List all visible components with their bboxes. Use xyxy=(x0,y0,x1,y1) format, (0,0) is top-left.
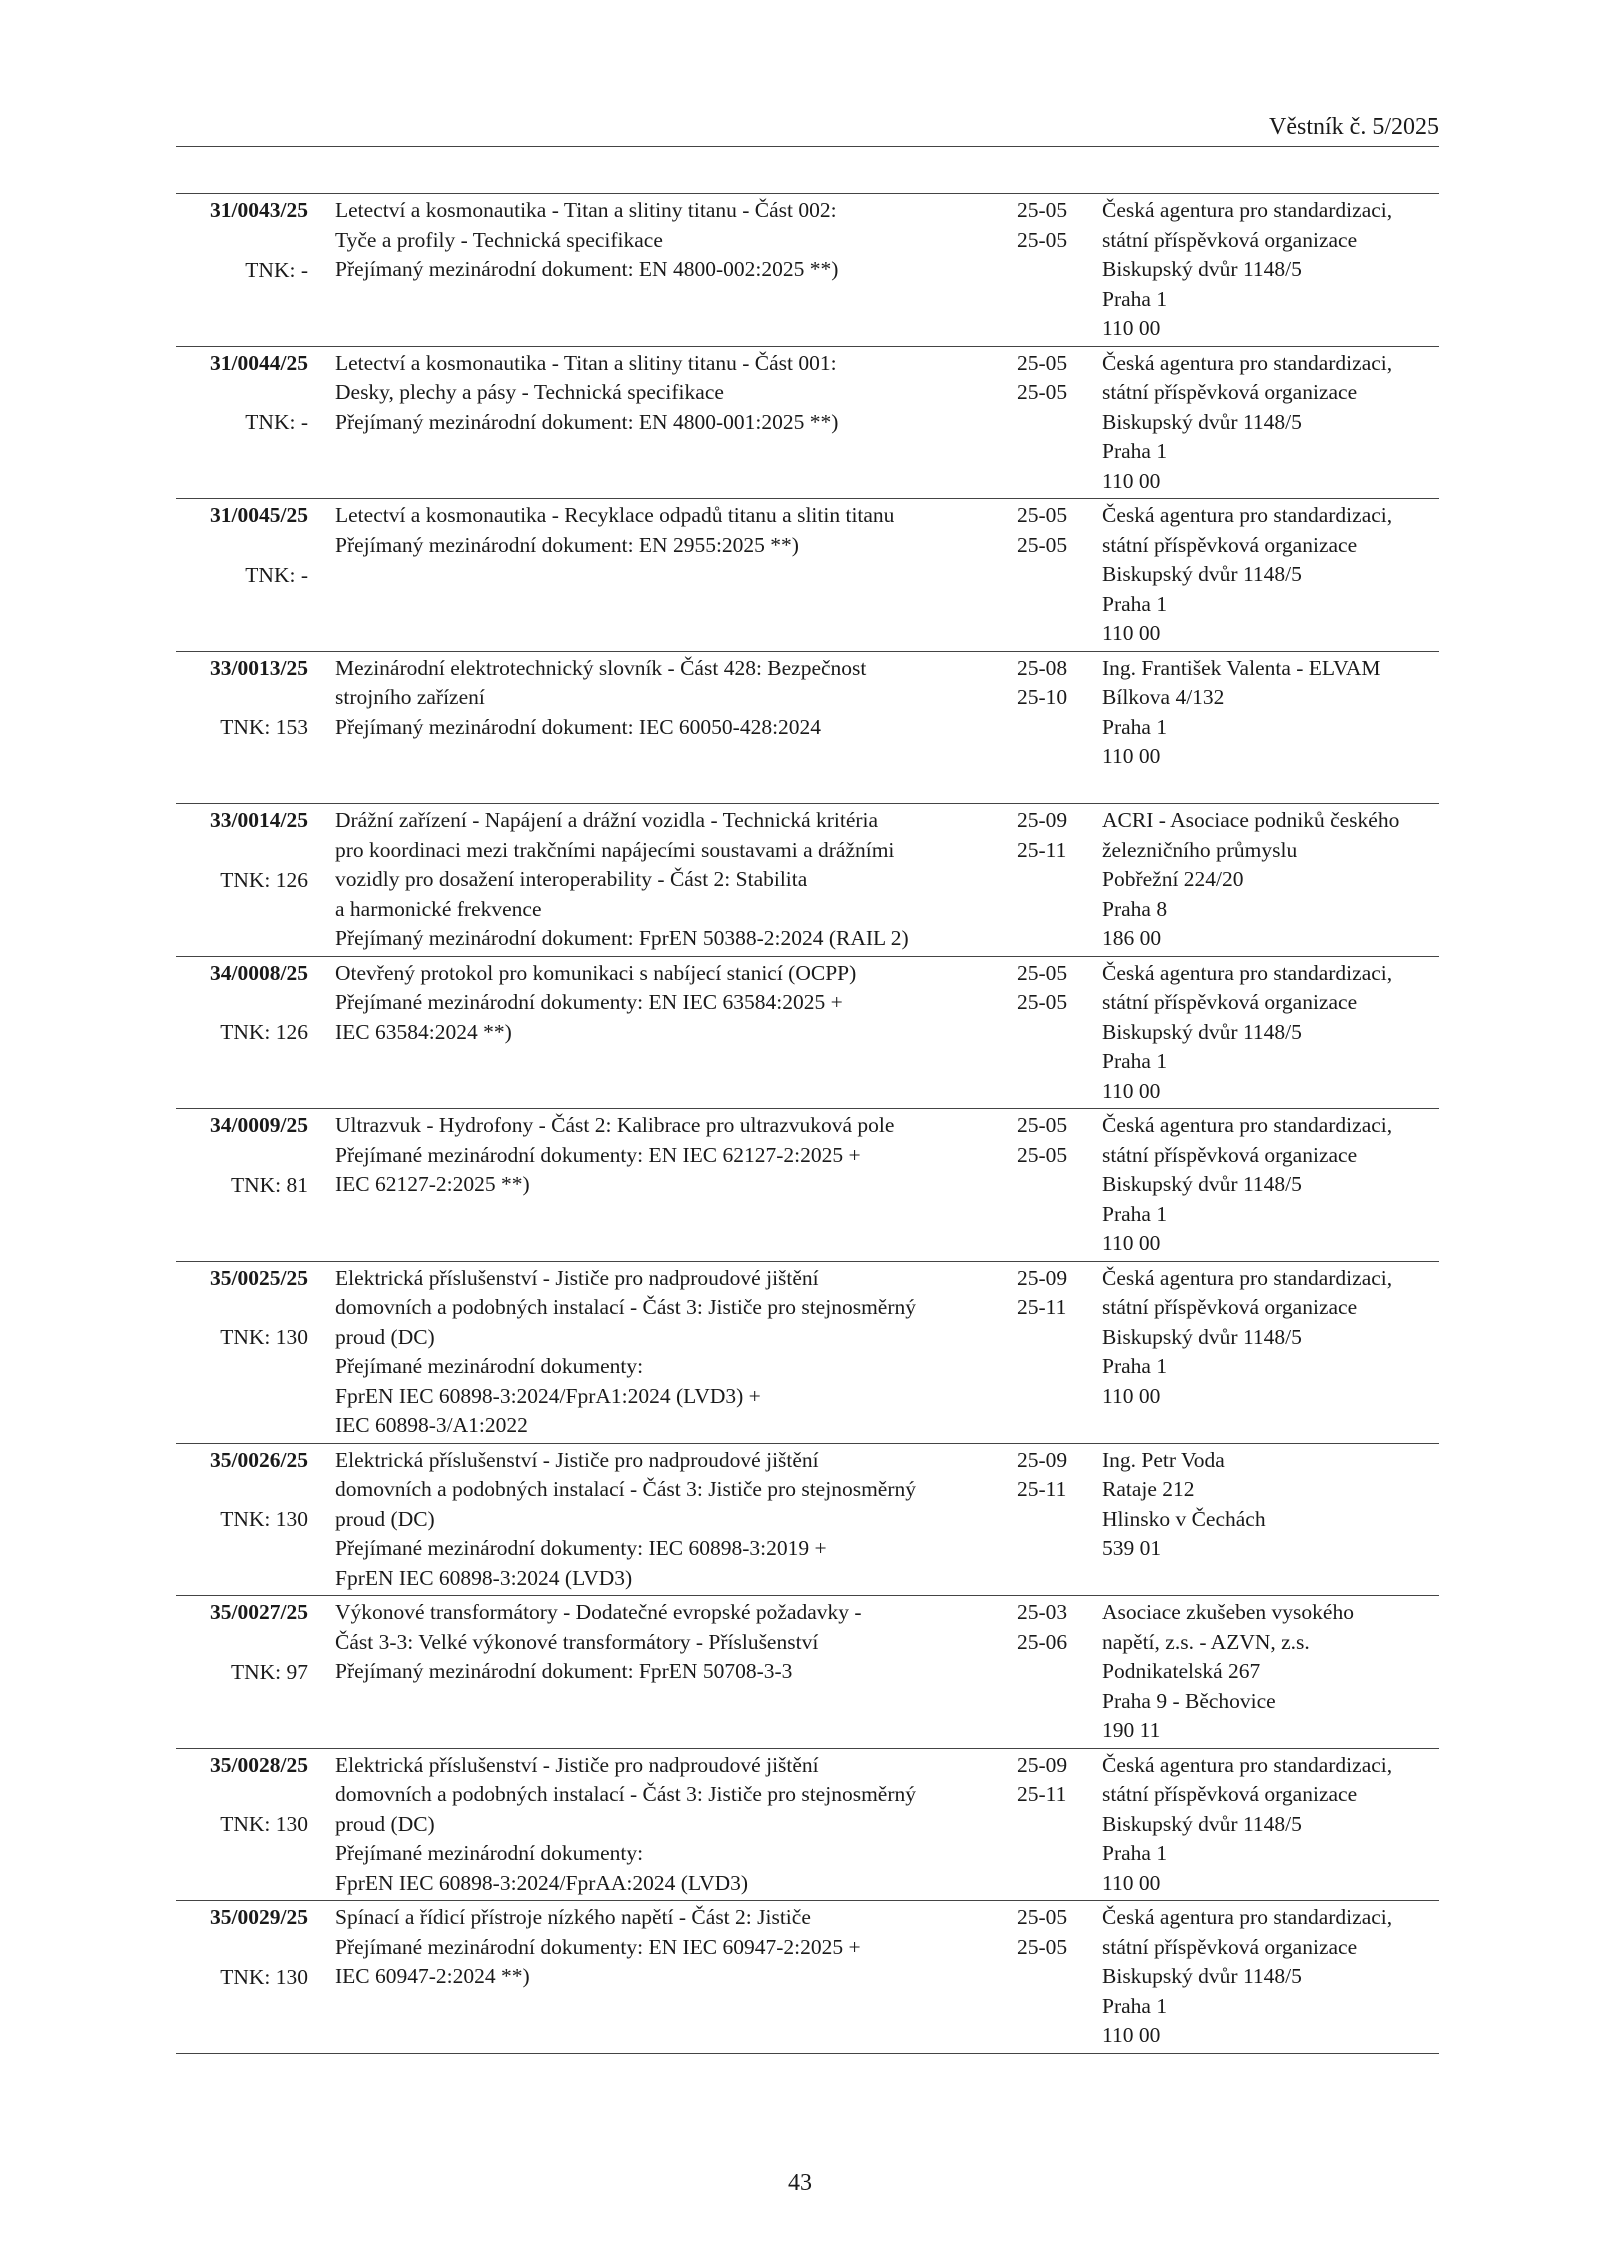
title-line: strojního zařízení xyxy=(335,685,485,709)
date-value: 25-08 xyxy=(1017,655,1068,680)
title-line: Přejímané mezinárodní dokumenty: IEC 60898-3:2019 + xyxy=(335,1536,827,1560)
date-value: 25-11 xyxy=(1017,1295,1067,1319)
standard-number: 35/0028/25 xyxy=(210,1752,308,1777)
standard-number: 34/0008/25 xyxy=(210,960,308,985)
tnk-label: TNK: 130 xyxy=(220,1507,308,1531)
title-line: IEC 63584:2024 **) xyxy=(335,1019,512,1044)
date-value: 25-05 xyxy=(1017,1934,1068,1959)
title-line: Spínací a řídicí přístroje nízkého napětí - Část 2: Jističe xyxy=(335,1905,811,1929)
title-line: IEC 60947-2:2024 **) xyxy=(335,1964,530,1988)
dates-column xyxy=(1017,1264,1077,1323)
standard-title xyxy=(335,196,1025,285)
table-row xyxy=(176,652,1439,805)
title-line: IEC 62127-2:2025 **) xyxy=(335,1172,530,1196)
table-row xyxy=(176,194,1439,347)
table-row xyxy=(176,1262,1439,1444)
tnk-label: TNK: - xyxy=(245,562,308,587)
address-line: Biskupský dvůr 1148/5 xyxy=(1102,257,1302,281)
standard-number: 35/0026/25 xyxy=(210,1447,308,1472)
address-line: Česká agentura pro standardizaci, xyxy=(1102,1113,1393,1137)
title-line: Otevřený protokol pro komunikaci s nabíjecí stanicí (OCPP) xyxy=(335,960,857,985)
title-line: Přejímaný mezinárodní dokument: EN 2955:2025 **) xyxy=(335,532,799,557)
title-line: Přejímané mezinárodní dokumenty: xyxy=(335,1354,644,1378)
date-value: 25-05 xyxy=(1017,350,1068,375)
standard-title xyxy=(335,806,1025,954)
title-line: Přejímané mezinárodní dokumenty: EN IEC 63584:2025 + xyxy=(335,990,843,1014)
title-line: Elektrická příslušenství - Jističe pro nadproudové jištění xyxy=(335,1265,819,1290)
tnk-label: TNK: 153 xyxy=(220,715,308,739)
tnk-label: TNK: 97 xyxy=(230,1659,308,1684)
address-line: státní příspěvková organizace xyxy=(1102,380,1358,404)
title-line: Přejímaný mezinárodní dokument: FprEN 50388-2:2024 (RAIL 2) xyxy=(335,926,909,950)
date-value: 25-05 xyxy=(1017,503,1068,527)
date-value: 25-09 xyxy=(1017,1447,1068,1472)
dates-column xyxy=(1017,501,1077,560)
address-line: Praha 8 xyxy=(1102,896,1168,921)
standard-title xyxy=(335,1446,1025,1594)
title-line: Elektrická příslušenství - Jističe pro nadproudové jištění xyxy=(335,1752,819,1777)
title-line: domovních a podobných instalací - Část 3: Jističe pro stejnosměrný xyxy=(335,1295,916,1319)
address-line: Hlinsko v Čechách xyxy=(1102,1506,1266,1531)
title-line: Přejímané mezinárodní dokumenty: EN IEC 62127-2:2025 + xyxy=(335,1142,861,1167)
address-line: Podnikatelská 267 xyxy=(1102,1659,1261,1683)
address-line: Česká agentura pro standardizaci, xyxy=(1102,1752,1393,1777)
address-line: ACRI - Asociace podniků českého xyxy=(1102,808,1400,832)
address-line: 110 00 xyxy=(1102,2023,1161,2047)
address-line: Česká agentura pro standardizaci, xyxy=(1102,198,1393,222)
standard-number: 35/0029/25 xyxy=(210,1905,308,1929)
table-row xyxy=(176,347,1439,500)
organization-address xyxy=(1102,1111,1442,1259)
organization-address xyxy=(1102,501,1442,649)
address-line: státní příspěvková organizace xyxy=(1102,1934,1358,1959)
dates-column xyxy=(1017,196,1077,255)
date-value: 25-06 xyxy=(1017,1629,1068,1654)
title-line: Přejímaný mezinárodní dokument: EN 4800-002:2025 **) xyxy=(335,257,839,281)
standard-title xyxy=(335,1264,1025,1441)
title-line: proud (DC) xyxy=(335,1811,435,1836)
dates-column xyxy=(1017,1751,1077,1810)
standard-title xyxy=(335,349,1025,438)
dates-column xyxy=(1017,654,1077,713)
title-line: Desky, plechy a pásy - Technická specifikace xyxy=(335,380,724,404)
address-line: Česká agentura pro standardizaci, xyxy=(1102,350,1393,375)
address-line: Česká agentura pro standardizaci, xyxy=(1102,503,1393,527)
table-row xyxy=(176,1749,1439,1902)
organization-address xyxy=(1102,349,1442,497)
date-value: 25-05 xyxy=(1017,960,1068,985)
standard-title xyxy=(335,654,1025,743)
address-line: Bílkova 4/132 xyxy=(1102,685,1225,709)
dates-column xyxy=(1017,1903,1077,1962)
organization-address xyxy=(1102,1751,1442,1899)
address-line: Česká agentura pro standardizaci, xyxy=(1102,1265,1393,1290)
row-id-column xyxy=(176,1111,308,1200)
address-line: 110 00 xyxy=(1102,744,1161,768)
row-id-column xyxy=(176,1751,308,1840)
date-value: 25-09 xyxy=(1017,808,1068,832)
address-line: státní příspěvková organizace xyxy=(1102,1142,1358,1167)
address-line: Česká agentura pro standardizaci, xyxy=(1102,960,1393,985)
tnk-label: TNK: 130 xyxy=(220,1964,308,1989)
standard-number: 31/0043/25 xyxy=(210,198,308,222)
row-id-column xyxy=(176,196,308,285)
standard-number: 31/0044/25 xyxy=(210,350,308,375)
title-line: Přejímané mezinárodní dokumenty: EN IEC 60947-2:2025 + xyxy=(335,1934,861,1959)
organization-address xyxy=(1102,806,1442,954)
title-line: Výkonové transformátory - Dodatečné evropské požadavky - xyxy=(335,1600,862,1624)
address-line: 110 00 xyxy=(1102,1870,1161,1895)
address-line: Ing. Petr Voda xyxy=(1102,1447,1225,1472)
standard-title xyxy=(335,1751,1025,1899)
address-line: 539 01 xyxy=(1102,1536,1162,1560)
table-row xyxy=(176,1901,1439,2054)
table-row xyxy=(176,499,1439,652)
header-rule xyxy=(176,146,1439,147)
date-value: 25-05 xyxy=(1017,990,1068,1014)
address-line: Praha 1 xyxy=(1102,1841,1168,1865)
journal-header: Věstník č. 5/2025 xyxy=(1269,114,1439,140)
address-line: Pobřežní 224/20 xyxy=(1102,867,1244,891)
organization-address xyxy=(1102,1598,1442,1746)
table-row xyxy=(176,1109,1439,1262)
address-line: 190 11 xyxy=(1102,1718,1161,1742)
address-line: Ing. František Valenta - ELVAM xyxy=(1102,655,1381,680)
title-line: pro koordinaci mezi trakčními napájecími soustavami a drážními xyxy=(335,837,895,862)
title-line: Drážní zařízení - Napájení a drážní vozidla - Technická kritéria xyxy=(335,808,879,832)
address-line: Biskupský dvůr 1148/5 xyxy=(1102,1324,1302,1349)
row-id-column xyxy=(176,654,308,743)
address-line: Praha 1 xyxy=(1102,1049,1168,1073)
address-line: Rataje 212 xyxy=(1102,1477,1195,1501)
address-line: státní příspěvková organizace xyxy=(1102,1782,1358,1806)
standard-title xyxy=(335,959,1025,1048)
address-line: 110 00 xyxy=(1102,621,1161,645)
dates-column xyxy=(1017,1111,1077,1170)
date-value: 25-09 xyxy=(1017,1265,1068,1290)
date-value: 25-05 xyxy=(1017,198,1068,222)
dates-column xyxy=(1017,806,1077,865)
organization-address xyxy=(1102,1264,1442,1412)
date-value: 25-11 xyxy=(1017,837,1067,862)
address-line: Praha 1 xyxy=(1102,439,1168,463)
address-line: 110 00 xyxy=(1102,1383,1161,1408)
standard-number: 35/0027/25 xyxy=(210,1600,308,1624)
address-line: Praha 1 xyxy=(1102,1354,1168,1378)
row-id-column xyxy=(176,501,308,590)
date-value: 25-10 xyxy=(1017,685,1068,709)
dates-column xyxy=(1017,959,1077,1018)
tnk-label: TNK: - xyxy=(245,410,308,434)
title-line: Mezinárodní elektrotechnický slovník - Část 428: Bezpečnost xyxy=(335,655,867,680)
table-row xyxy=(176,957,1439,1110)
standard-number: 35/0025/25 xyxy=(210,1265,308,1290)
address-line: Praha 1 xyxy=(1102,1201,1168,1226)
tnk-label: TNK: 81 xyxy=(230,1172,308,1197)
dates-column xyxy=(1017,349,1077,408)
address-line: Praha 9 - Běchovice xyxy=(1102,1688,1276,1713)
tnk-label: TNK: - xyxy=(245,257,308,282)
date-value: 25-09 xyxy=(1017,1752,1068,1777)
row-id-column xyxy=(176,1264,308,1353)
title-line: domovních a podobných instalací - Část 3: Jističe pro stejnosměrný xyxy=(335,1477,916,1501)
title-line: Elektrická příslušenství - Jističe pro nadproudové jištění xyxy=(335,1447,819,1472)
address-line: Biskupský dvůr 1148/5 xyxy=(1102,1019,1302,1044)
title-line: FprEN IEC 60898-3:2024/FprAA:2024 (LVD3) xyxy=(335,1870,749,1895)
address-line: 110 00 xyxy=(1102,316,1161,340)
title-line: Tyče a profily - Technická specifikace xyxy=(335,227,663,252)
address-line: Biskupský dvůr 1148/5 xyxy=(1102,1811,1302,1836)
address-line: Biskupský dvůr 1148/5 xyxy=(1102,1964,1302,1988)
standard-number: 31/0045/25 xyxy=(210,503,308,527)
address-line: státní příspěvková organizace xyxy=(1102,532,1358,557)
table-row xyxy=(176,804,1439,957)
title-line: Přejímaný mezinárodní dokument: IEC 60050-428:2024 xyxy=(335,714,822,739)
date-value: 25-11 xyxy=(1017,1477,1067,1501)
dates-column xyxy=(1017,1598,1077,1657)
page-number: 43 xyxy=(788,2170,812,2196)
row-id-column xyxy=(176,1598,308,1687)
date-value: 25-05 xyxy=(1017,1142,1068,1167)
title-line: vozidly pro dosažení interoperability - Část 2: Stabilita xyxy=(335,867,808,891)
tnk-label: TNK: 126 xyxy=(220,867,308,892)
tnk-label: TNK: 130 xyxy=(220,1812,308,1836)
standard-number: 34/0009/25 xyxy=(210,1113,308,1137)
title-line: Letectví a kosmonautika - Titan a slitiny titanu - Část 002: xyxy=(335,198,837,222)
address-line: Praha 1 xyxy=(1102,591,1168,616)
address-line: státní příspěvková organizace xyxy=(1102,990,1358,1014)
address-line: napětí, z.s. - AZVN, z.s. xyxy=(1102,1629,1310,1654)
address-line: Praha 1 xyxy=(1102,286,1168,311)
title-line: a harmonické frekvence xyxy=(335,896,542,921)
address-line: Praha 1 xyxy=(1102,1993,1168,2018)
date-value: 25-05 xyxy=(1017,1905,1068,1929)
address-line: Praha 1 xyxy=(1102,714,1168,739)
standard-title xyxy=(335,501,1025,560)
title-line: Část 3-3: Velké výkonové transformátory - Příslušenství xyxy=(335,1629,819,1654)
title-line: proud (DC) xyxy=(335,1324,435,1349)
address-line: státní příspěvková organizace xyxy=(1102,227,1358,252)
date-value: 25-11 xyxy=(1017,1782,1067,1806)
title-line: Letectví a kosmonautika - Titan a slitiny titanu - Část 001: xyxy=(335,350,837,375)
date-value: 25-05 xyxy=(1017,380,1068,404)
standard-number: 33/0014/25 xyxy=(210,808,308,832)
date-value: 25-03 xyxy=(1017,1600,1068,1624)
row-id-column xyxy=(176,1446,308,1535)
title-line: Přejímaný mezinárodní dokument: FprEN 50708-3-3 xyxy=(335,1659,793,1683)
organization-address xyxy=(1102,959,1442,1107)
dates-column xyxy=(1017,1446,1077,1505)
row-id-column xyxy=(176,1903,308,1992)
address-line: 186 00 xyxy=(1102,926,1162,950)
address-line: Česká agentura pro standardizaci, xyxy=(1102,1905,1393,1929)
date-value: 25-05 xyxy=(1017,532,1068,557)
address-line: 110 00 xyxy=(1102,1231,1161,1255)
title-line: FprEN IEC 60898-3:2024/FprA1:2024 (LVD3) + xyxy=(335,1383,761,1408)
title-line: Přejímaný mezinárodní dokument: EN 4800-001:2025 **) xyxy=(335,409,839,434)
address-line: státní příspěvková organizace xyxy=(1102,1295,1358,1319)
organization-address xyxy=(1102,196,1442,344)
standard-title xyxy=(335,1598,1025,1687)
title-line: FprEN IEC 60898-3:2024 (LVD3) xyxy=(335,1565,633,1590)
standards-table xyxy=(176,193,1439,2054)
standard-title xyxy=(335,1903,1025,1992)
address-line: 110 00 xyxy=(1102,468,1161,493)
address-line: Biskupský dvůr 1148/5 xyxy=(1102,562,1302,586)
standard-title xyxy=(335,1111,1025,1200)
table-row xyxy=(176,1596,1439,1749)
organization-address xyxy=(1102,1903,1442,2051)
title-line: Přejímané mezinárodní dokumenty: xyxy=(335,1841,644,1865)
row-id-column xyxy=(176,349,308,438)
address-line: 110 00 xyxy=(1102,1078,1161,1103)
standard-number: 33/0013/25 xyxy=(210,655,308,680)
title-line: Letectví a kosmonautika - Recyklace odpadů titanu a slitin titanu xyxy=(335,503,895,527)
table-row xyxy=(176,1444,1439,1597)
address-line: Asociace zkušeben vysokého xyxy=(1102,1600,1354,1624)
organization-address xyxy=(1102,654,1442,772)
date-value: 25-05 xyxy=(1017,227,1068,252)
title-line: Ultrazvuk - Hydrofony - Část 2: Kalibrace pro ultrazvuková pole xyxy=(335,1113,895,1137)
row-id-column xyxy=(176,959,308,1048)
title-line: proud (DC) xyxy=(335,1506,435,1531)
tnk-label: TNK: 126 xyxy=(220,1020,308,1044)
title-line: domovních a podobných instalací - Část 3: Jističe pro stejnosměrný xyxy=(335,1782,916,1806)
address-line: Biskupský dvůr 1148/5 xyxy=(1102,1172,1302,1196)
tnk-label: TNK: 130 xyxy=(220,1325,308,1349)
date-value: 25-05 xyxy=(1017,1113,1068,1137)
address-line: železničního průmyslu xyxy=(1102,837,1298,862)
title-line: IEC 60898-3/A1:2022 xyxy=(335,1413,528,1437)
row-id-column xyxy=(176,806,308,895)
address-line: Biskupský dvůr 1148/5 xyxy=(1102,409,1302,434)
organization-address xyxy=(1102,1446,1442,1564)
